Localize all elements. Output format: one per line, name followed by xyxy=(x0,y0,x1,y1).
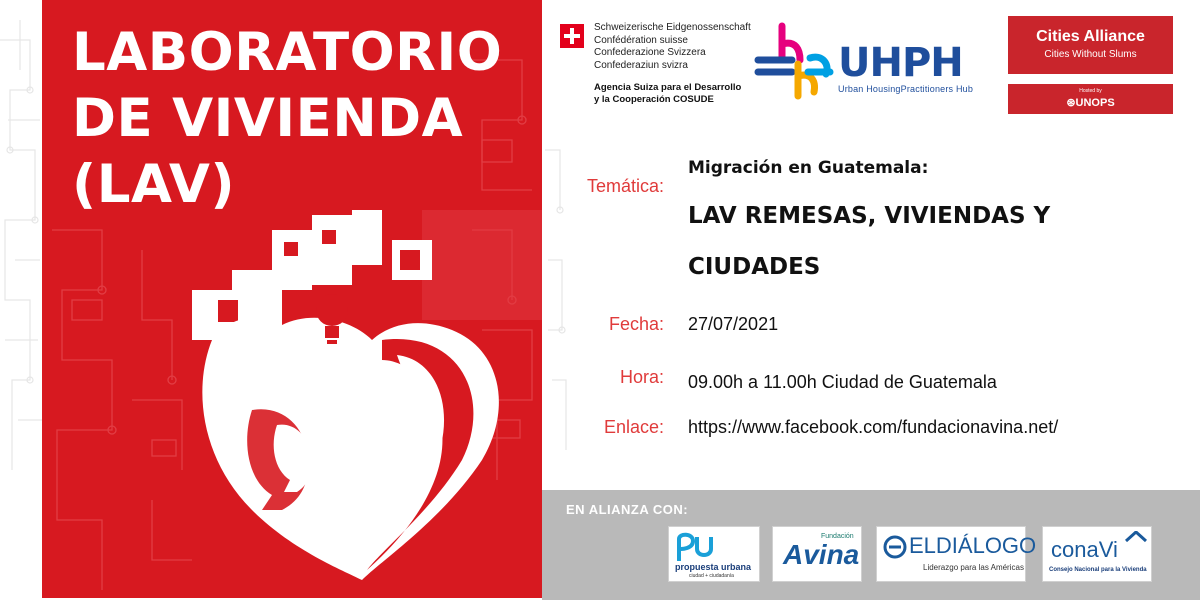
partner-conavi xyxy=(1042,526,1152,582)
partner-avina xyxy=(772,526,862,582)
partner-propuesta-urbana xyxy=(668,526,760,582)
lav-poster xyxy=(42,0,542,598)
poster-title-line-2: DE VIVIENDA xyxy=(72,88,464,149)
uhph-logo xyxy=(752,18,982,108)
unops-logo xyxy=(1008,84,1173,114)
uhph-subtitle: Urban HousingPractitioners Hub xyxy=(838,84,974,94)
partner-avina-tag: Fundación xyxy=(821,533,854,540)
partner-propuesta-name: propuesta urbana xyxy=(675,562,752,572)
cities-alliance-title: Cities Alliance xyxy=(1036,28,1145,45)
swiss-line-3: Confederazione Svizzera xyxy=(594,47,706,58)
unops-text: UNOPS xyxy=(1075,97,1115,109)
partner-propuesta-tag: ciudad + ciudadanía xyxy=(689,573,734,579)
tematica-label: Temática: xyxy=(586,176,664,196)
poster-title xyxy=(72,20,542,218)
partner-conavi-name: conaVi xyxy=(1051,537,1118,562)
enlace-label: Enlace: xyxy=(603,417,664,437)
alliance-band xyxy=(542,490,1200,600)
uhph-name: UHPH xyxy=(838,40,963,86)
unops-hosted-by: Hosted by xyxy=(1079,88,1102,94)
poster-title-line-3: (LAV) xyxy=(72,154,236,215)
partner-el-dialogo xyxy=(876,526,1037,582)
swiss-line-2: Confédération suisse xyxy=(594,34,688,46)
tematica-line-2: LAV REMESAS, VIVIENDAS Y xyxy=(688,203,1051,229)
partner-el-dialogo-tag: Liderazgo para las Américas xyxy=(923,563,1024,572)
el-dialogo-globe-icon xyxy=(883,535,907,559)
partner-conavi-tag: Consejo Nacional para la Vivienda xyxy=(1049,567,1147,573)
hora-label: Hora: xyxy=(619,367,664,387)
uhph-symbol-icon xyxy=(752,20,836,100)
fecha-value: 27/07/2021 xyxy=(688,314,779,334)
partner-el-dialogo-name: ELDIÁLOGO xyxy=(909,533,1037,558)
cosude-agency-name xyxy=(594,82,741,106)
tematica-line-3: CIUDADES xyxy=(688,254,821,280)
unops-name xyxy=(1008,96,1173,109)
hora-value: 09.00h a 11.00h Ciudad de Guatemala xyxy=(688,372,997,392)
cities-alliance-subtitle: Cities Without Slums xyxy=(1044,49,1137,60)
swiss-line-4: Confederaziun svizra xyxy=(594,59,688,71)
tematica-line-1: Migración en Guatemala: xyxy=(688,158,929,178)
propuesta-urbana-icon xyxy=(675,531,715,565)
alliance-label: EN ALIANZA CON: xyxy=(566,502,689,517)
cosude-line-2: y la Cooperación COSUDE xyxy=(594,94,714,105)
enlace-link[interactable]: https://www.facebook.com/fundacionavina.net/ xyxy=(688,417,1059,437)
heart-city-illustration xyxy=(192,210,522,580)
swiss-cosude-logo xyxy=(560,20,760,110)
cities-alliance-logo xyxy=(1008,16,1173,74)
partner-avina-name: Avina xyxy=(783,539,860,570)
conavi-house-icon xyxy=(1125,531,1147,551)
cosude-line-1: Agencia Suiza para el Desarrollo xyxy=(594,82,742,93)
fecha-label: Fecha: xyxy=(608,314,664,334)
poster-title-line-1: LABORATORIO xyxy=(72,22,503,83)
swiss-confederation-names xyxy=(594,22,751,72)
swiss-flag-icon xyxy=(560,24,584,48)
swiss-line-1: Schweizerische Eidgenossenschaft xyxy=(594,22,751,33)
un-emblem-icon: ⊛ xyxy=(1066,97,1076,109)
